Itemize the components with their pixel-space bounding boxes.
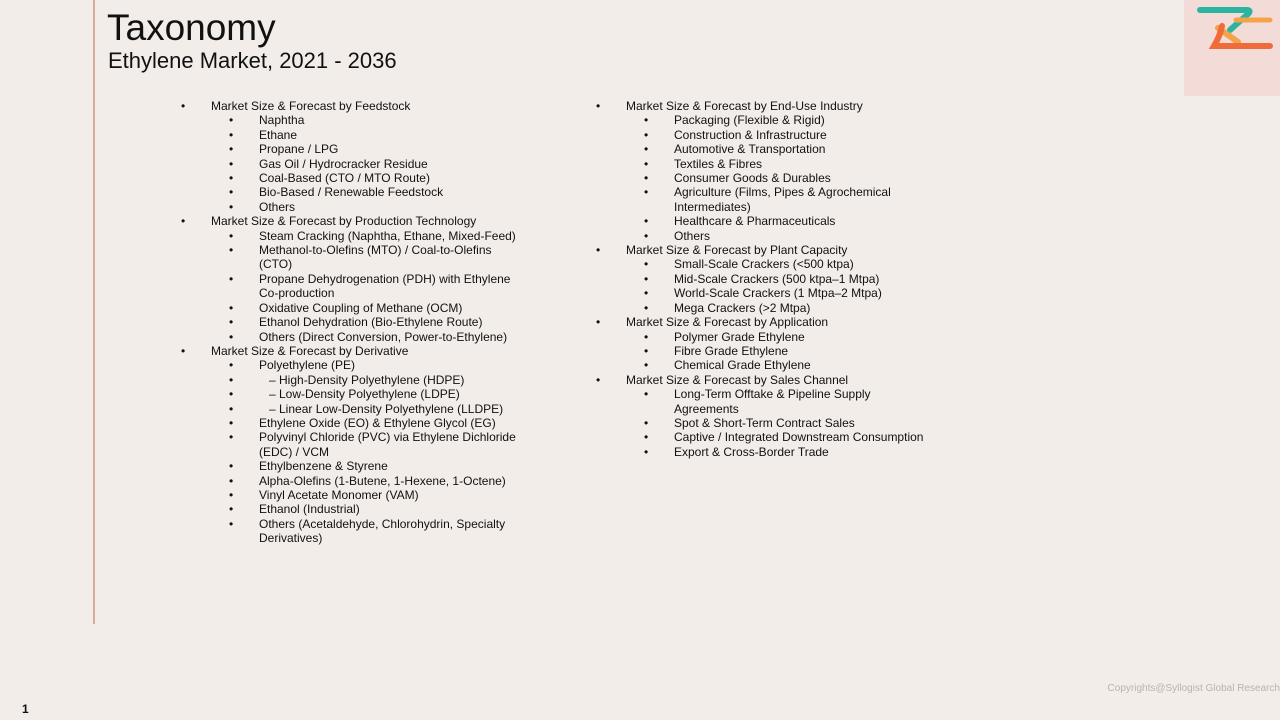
accent-divider (93, 0, 95, 624)
list-item: • Healthcare & Pharmaceuticals (596, 214, 936, 228)
taxonomy-list (596, 99, 936, 459)
list-item: • – High-Density Polyethylene (HDPE) (181, 373, 521, 387)
category-heading: • Market Size & Forecast by Derivative (181, 344, 521, 358)
list-item: • Small-Scale Crackers (<500 ktpa) (596, 257, 936, 271)
list-item: • Fibre Grade Ethylene (596, 344, 936, 358)
list-item: • Mid-Scale Crackers (500 ktpa–1 Mtpa) (596, 272, 936, 286)
list-item: • Ethylbenzene & Styrene (181, 459, 521, 473)
page-number: 1 (22, 702, 29, 716)
list-item: • Others (Direct Conversion, Power-to-Ethylene) (181, 330, 521, 344)
category-heading: • Market Size & Forecast by Production Technology (181, 214, 521, 228)
list-item: • Polyvinyl Chloride (PVC) via Ethylene Dichloride (EDC) / VCM (181, 430, 521, 459)
list-item: • Vinyl Acetate Monomer (VAM) (181, 488, 521, 502)
list-item: • Packaging (Flexible & Rigid) (596, 113, 936, 127)
category-heading: • Market Size & Forecast by Application (596, 315, 936, 329)
list-item: • Automotive & Transportation (596, 142, 936, 156)
category-heading: • Market Size & Forecast by Feedstock (181, 99, 521, 113)
list-item: • World-Scale Crackers (1 Mtpa–2 Mtpa) (596, 286, 936, 300)
list-item: • Coal-Based (CTO / MTO Route) (181, 171, 521, 185)
list-item: • – Linear Low-Density Polyethylene (LLDPE) (181, 402, 521, 416)
list-item: • Oxidative Coupling of Methane (OCM) (181, 301, 521, 315)
list-item: • Spot & Short-Term Contract Sales (596, 416, 936, 430)
list-item: • Naphtha (181, 113, 521, 127)
list-item: • Others (Acetaldehyde, Chlorohydrin, Specialty Derivatives) (181, 517, 521, 546)
list-item: • Export & Cross-Border Trade (596, 445, 936, 459)
list-item: • Captive / Integrated Downstream Consumption (596, 430, 936, 444)
list-item: • Propane / LPG (181, 142, 521, 156)
list-item: • Agriculture (Films, Pipes & Agrochemical Intermediates) (596, 185, 936, 214)
copyright-notice: Copyrights@Syllogist Global Research (1107, 683, 1280, 694)
list-item: • Chemical Grade Ethylene (596, 358, 936, 372)
syllogist-logo-icon (1196, 6, 1276, 54)
list-item: • Others (596, 229, 936, 243)
list-item: • Bio-Based / Renewable Feedstock (181, 185, 521, 199)
list-item: • Consumer Goods & Durables (596, 171, 936, 185)
list-item: • Ethanol Dehydration (Bio-Ethylene Route) (181, 315, 521, 329)
page-subtitle: Ethylene Market, 2021 - 2036 (108, 48, 397, 73)
list-item: • Others (181, 200, 521, 214)
list-item: • Polyethylene (PE) (181, 358, 521, 372)
list-item: • Ethane (181, 128, 521, 142)
category-heading: • Market Size & Forecast by Plant Capacity (596, 243, 936, 257)
list-item: • Steam Cracking (Naphtha, Ethane, Mixed-Feed) (181, 229, 521, 243)
category-heading: • Market Size & Forecast by End-Use Industry (596, 99, 936, 113)
list-item: • Long-Term Offtake & Pipeline Supply Agreements (596, 387, 936, 416)
taxonomy-column-left (181, 99, 521, 546)
list-item: • Mega Crackers (>2 Mtpa) (596, 301, 936, 315)
list-item: • Ethanol (Industrial) (181, 502, 521, 516)
page-title: Taxonomy (107, 7, 276, 48)
category-heading: • Market Size & Forecast by Sales Channel (596, 373, 936, 387)
list-item: • Propane Dehydrogenation (PDH) with Ethylene Co-production (181, 272, 521, 301)
list-item: • Alpha-Olefins (1-Butene, 1-Hexene, 1-Octene) (181, 474, 521, 488)
list-item: • Gas Oil / Hydrocracker Residue (181, 157, 521, 171)
list-item: • Textiles & Fibres (596, 157, 936, 171)
taxonomy-column-right (596, 99, 936, 459)
list-item: • – Low-Density Polyethylene (LDPE) (181, 387, 521, 401)
list-item: • Polymer Grade Ethylene (596, 330, 936, 344)
logo (1184, 0, 1280, 96)
list-item: • Construction & Infrastructure (596, 128, 936, 142)
taxonomy-list (181, 99, 521, 546)
list-item: • Methanol-to-Olefins (MTO) / Coal-to-Olefins (CTO) (181, 243, 521, 272)
list-item: • Ethylene Oxide (EO) & Ethylene Glycol (EG) (181, 416, 521, 430)
